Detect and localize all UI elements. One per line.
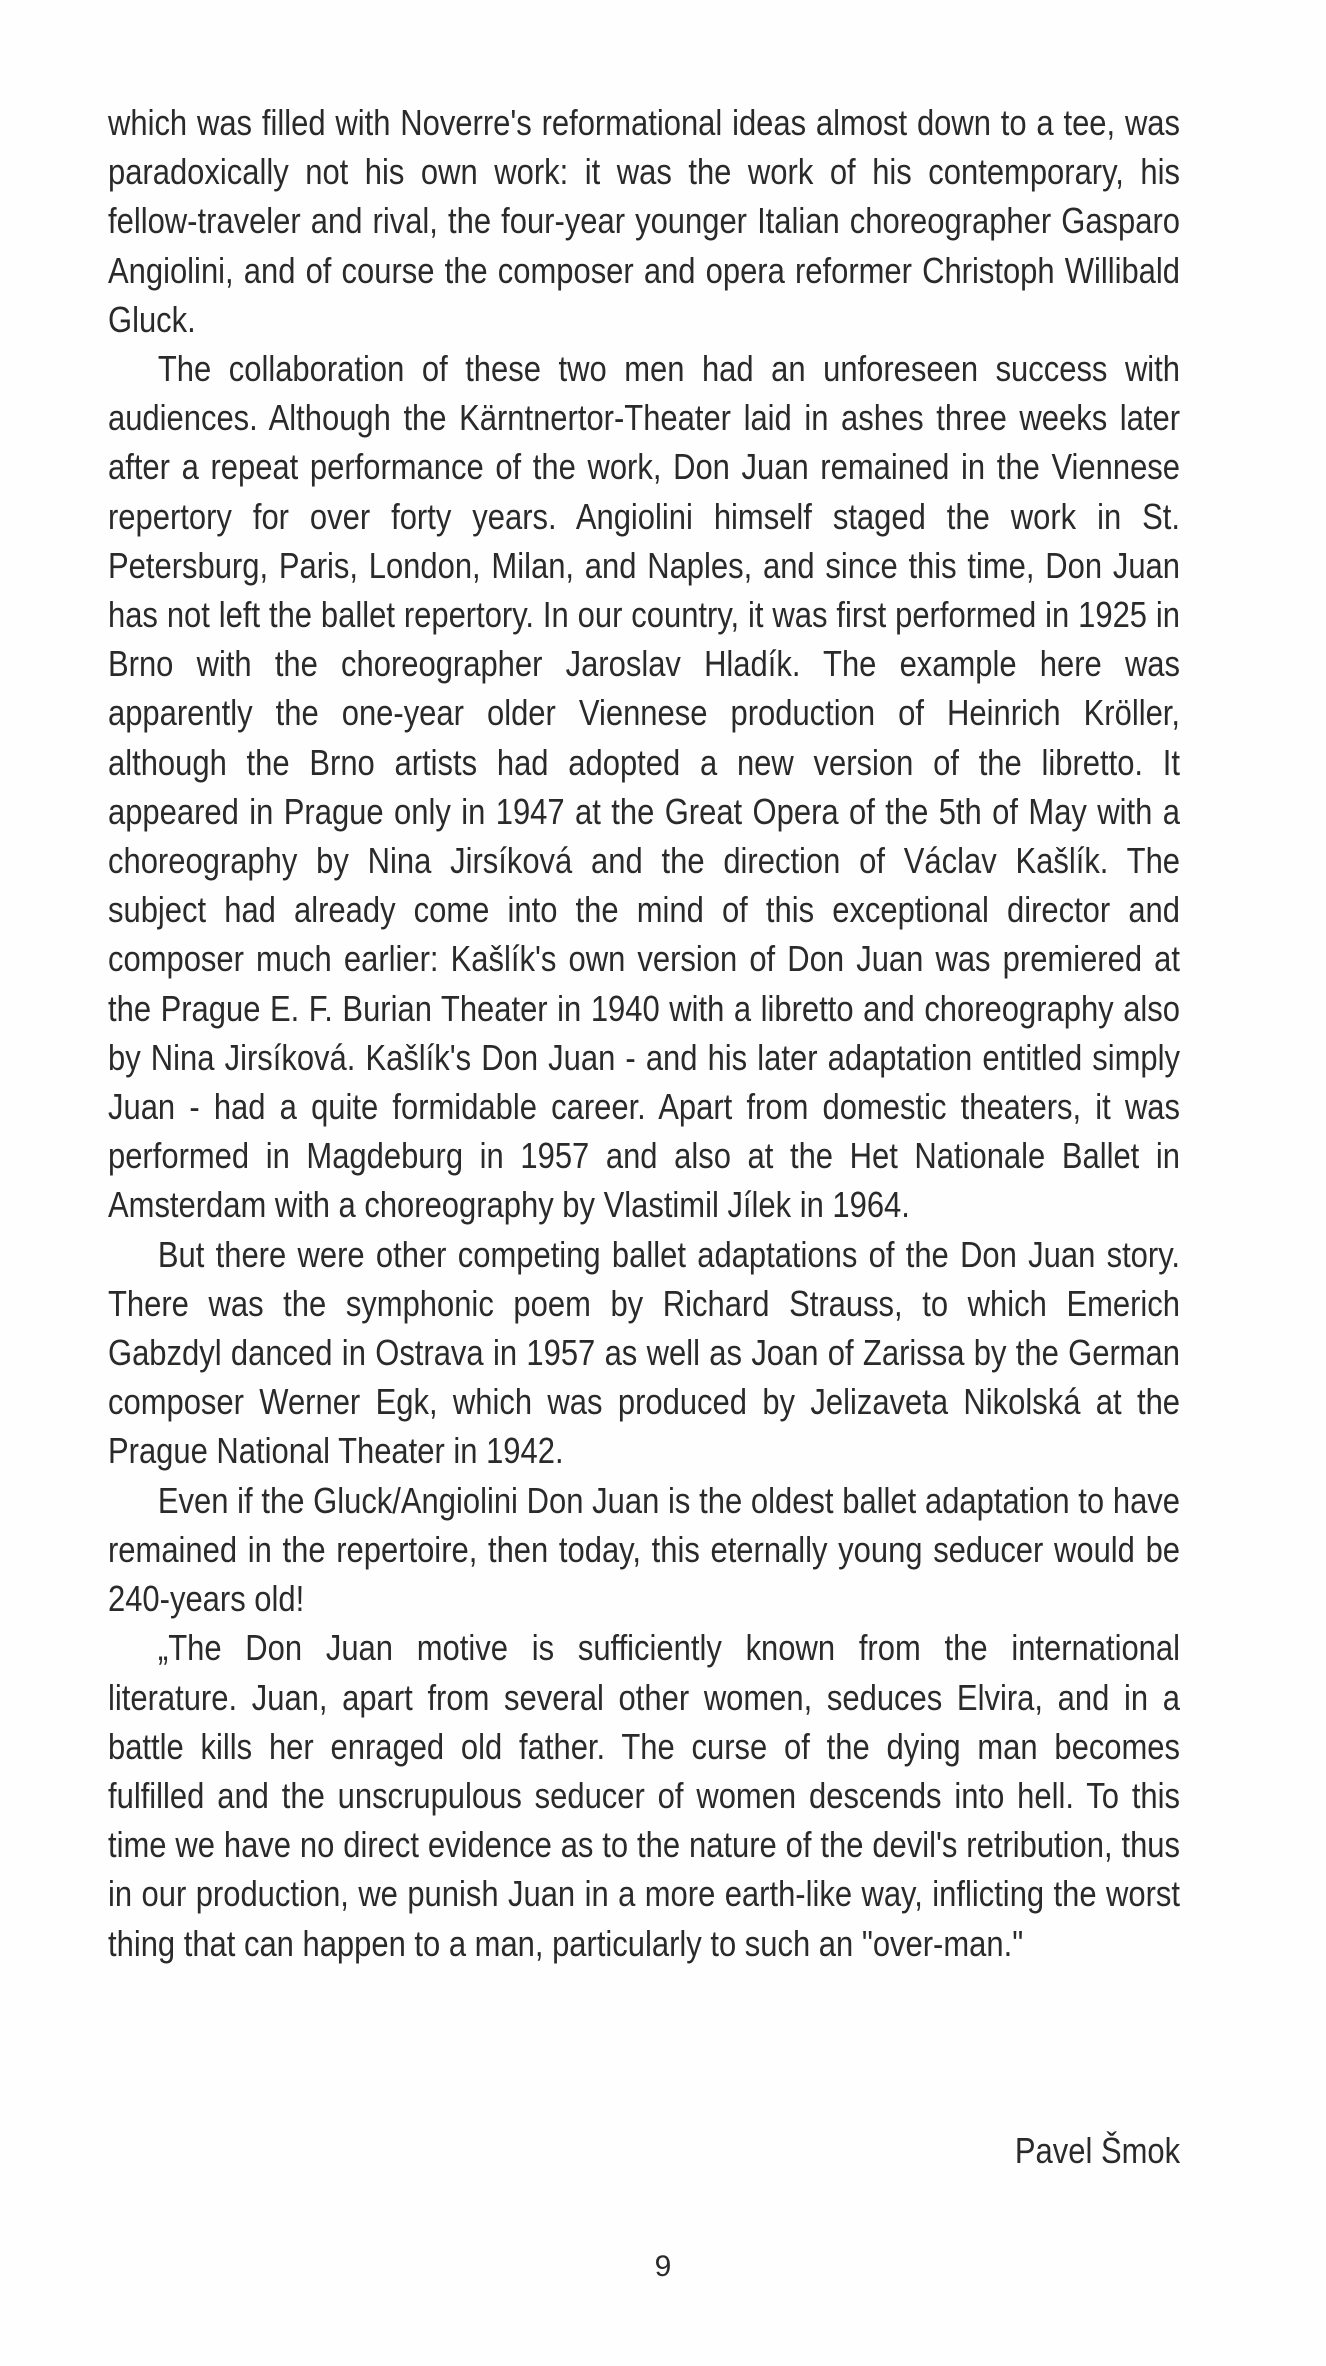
paragraph-3: But there were other competing ballet adaptations of the Don Juan story. There was the symphonic poem by Richard Strauss, to which Emerich Gabzdyl danced in Ostrava in 1957 as well as Joan of Zarissa by the German composer Werner Egk, which was produced by Jelizaveta Nikolská at the Prague National Theater in 1942. [108, 1233, 1181, 1472]
page-number: 9 [654, 2250, 672, 2283]
paragraph-4: Even if the Gluck/Angiolini Don Juan is the oldest ballet adaptation to have remained in the repertoire, then today, this eternally young seducer would be 240-years old! [108, 1479, 1181, 1620]
paragraph-5: „The Don Juan motive is sufficiently known from the international literature. Juan, apart from several other women, seduces Elvira, and in a battle kills her enraged old father. The curse of the dying man becomes fulfilled and the unscrupulous seducer of women descends into hell. To this time we have no direct evidence as to the nature of the devil's retribution, thus in our production, we punish Juan in a more earth-like way, inflicting the worst thing that can happen to a man, particularly to such an "over-man." [108, 1627, 1181, 1964]
body-text [108, 98, 1180, 1968]
author-signature: Pavel Šmok [1014, 2130, 1180, 2171]
paragraph-1: which was filled with Noverre's reformational ideas almost down to a tee, was paradoxically not his own work: it was the work of his contemporary, his fellow-traveler and rival, the four-year younger Italian choreographer Gasparo Angiolini, and of course the composer and opera reformer Christoph Willibald Gluck. [108, 102, 1181, 340]
paragraph-2: The collaboration of these two men had an unforeseen success with audiences. Although the Kärntnertor-Theater laid in ashes three weeks later after a repeat performance of the work, Don Juan remained in the Viennese repertory for over forty years. Angiolini himself staged the work in St. Petersburg, Paris, London, Milan, and Naples, and since this time, Don Juan has not left the ballet repertory. In our country, it was first performed in 1925 in Brno with the choreographer Jaroslav Hladík. The example here was apparently the one-year older Viennese production of Heinrich Kröller, although the Brno artists had adopted a new version of the libretto. It appeared in Prague only in 1947 at the Great Opera of the 5th of May with a choreography by Nina Jirsíková and the direction of Václav Kašlík. The subject had already come into the mind of this exceptional director and composer much earlier: Kašlík's own version of Don Juan was premiered at the Prague E. F. Burian Theater in 1940 with a libretto and choreography also by Nina Jirsíková. Kašlík's Don Juan - and his later adaptation entitled simply Juan - had a quite formidable career. Apart from domestic theaters, it was performed in Magdeburg in 1957 and also at the Het Nationale Ballet in Amsterdam with a choreography by Vlastimil Jílek in 1964. [108, 348, 1181, 1226]
